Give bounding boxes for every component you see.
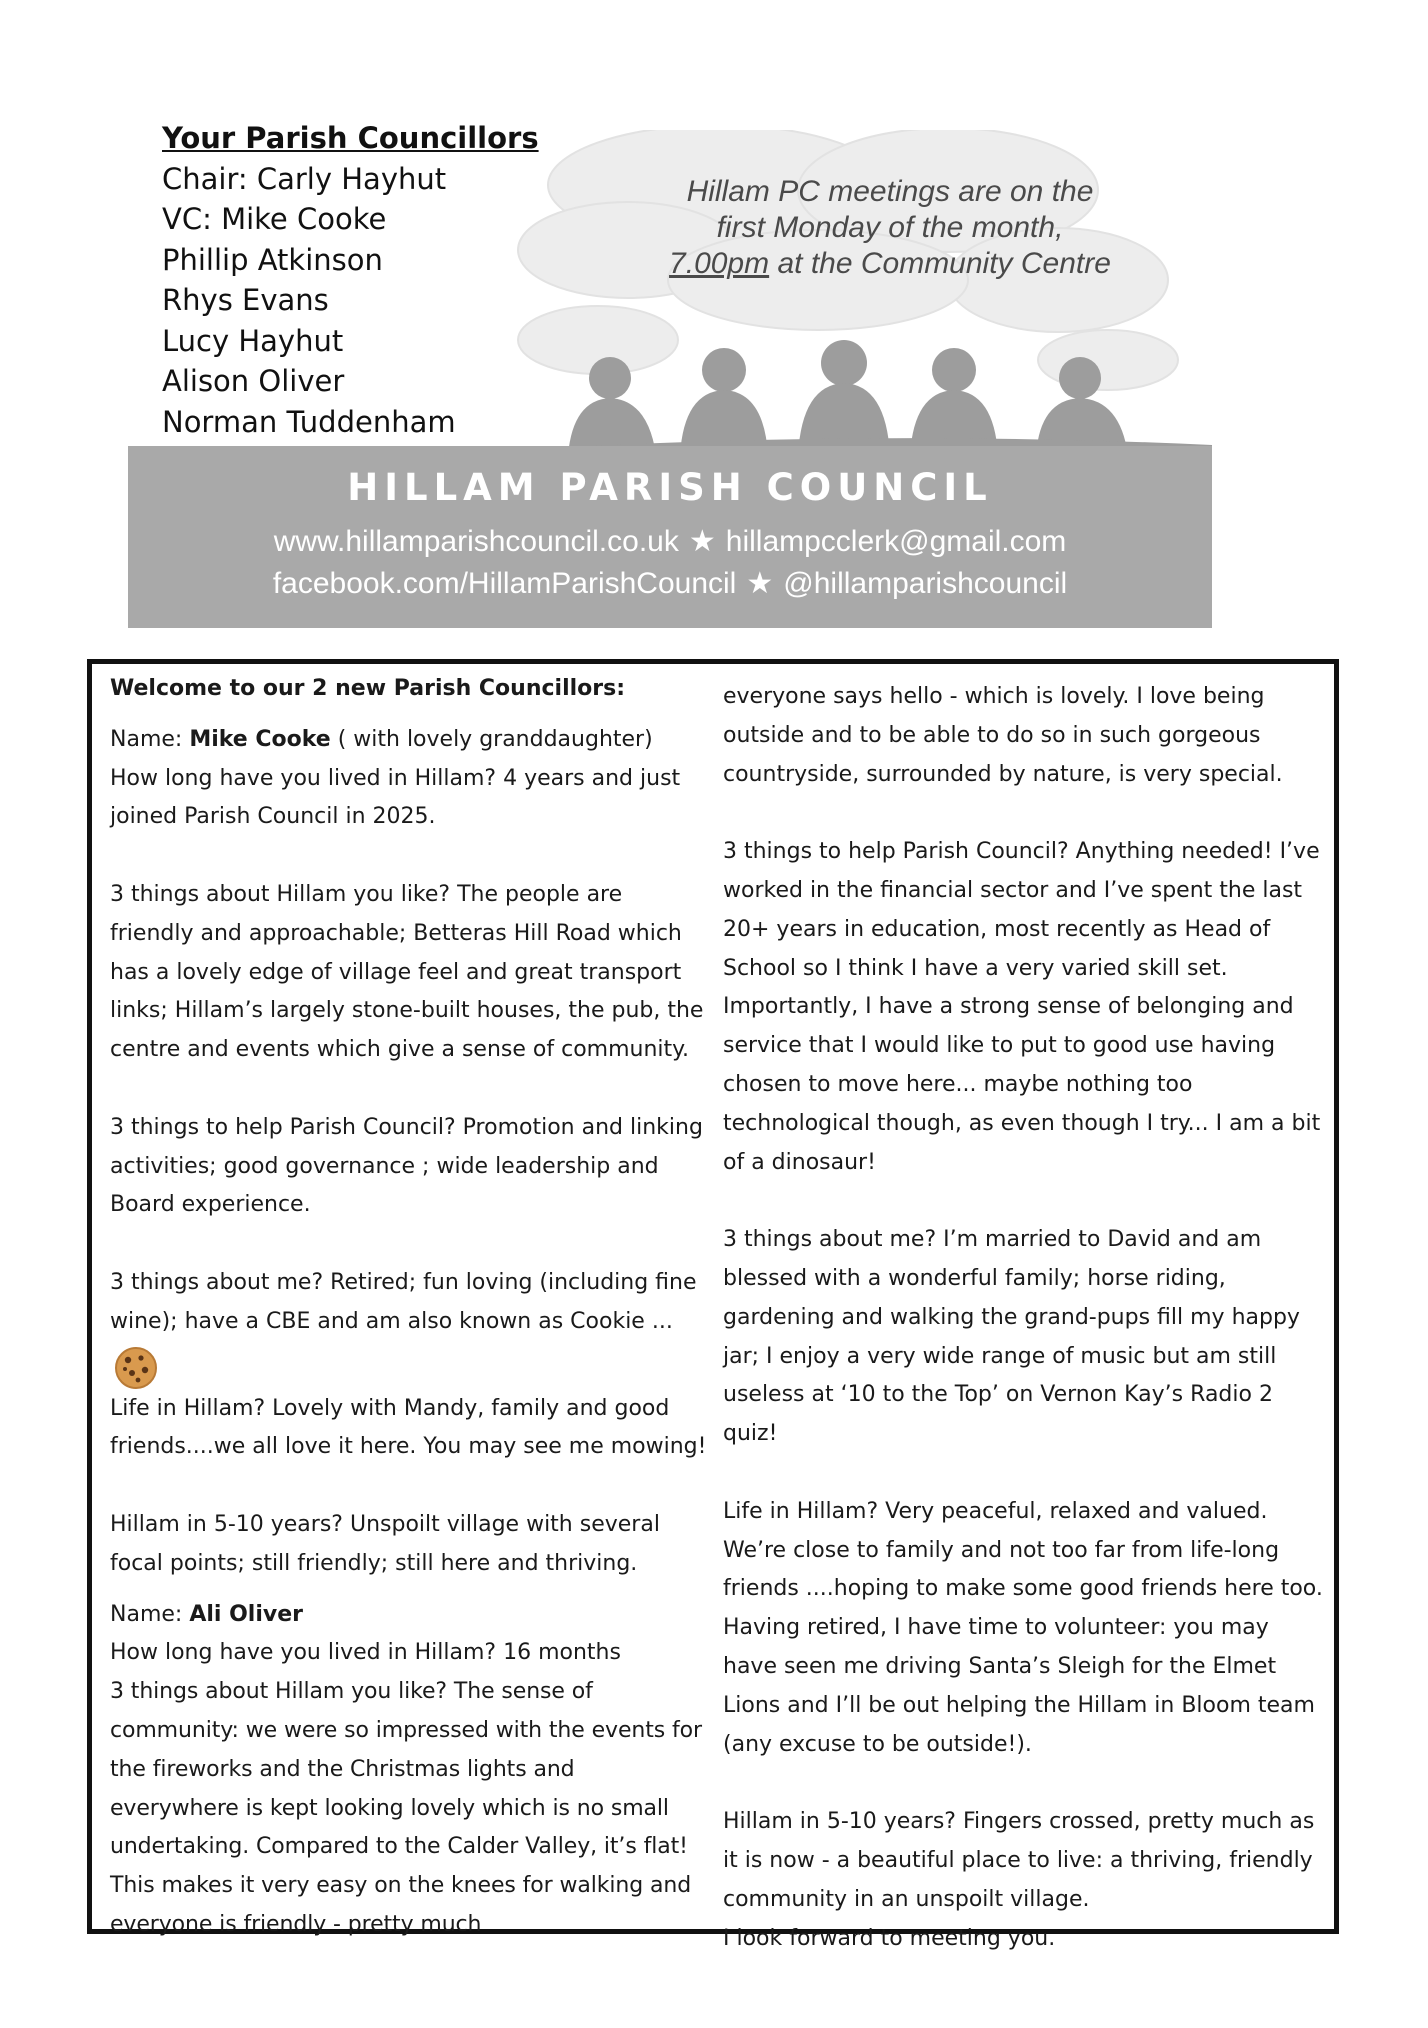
councillor-name: Chair: Carly Hayhut xyxy=(162,161,447,196)
contact-line-social xyxy=(128,566,1212,601)
councillors-list xyxy=(162,118,539,442)
name-label: Name: xyxy=(110,726,190,752)
mike-about: 3 things about me? Retired; fun loving (including fine wine); have a CBE and am also known as Cookie ... xyxy=(110,1269,697,1334)
mike-likes: 3 things about Hillam you like? The people are friendly and approachable; Betteras Hill Road which has a lovely edge of village feel and great transport links; Hillam’s largely stone-built houses, the pub, the centre and events which give a sense of community. xyxy=(110,881,704,1063)
star-icon: ★ xyxy=(746,567,774,600)
ali-likes-part2: everyone says hello - which is lovely. I love being outside and to be able to do so in such gorgeous countryside, surrounded by nature, is very special. xyxy=(723,684,1283,787)
facebook-link[interactable]: facebook.com/HillamParishCouncil xyxy=(272,567,737,600)
mike-future: Hillam in 5-10 years? Unspoilt village with several focal points; still friendly; still here and thriving. xyxy=(110,1511,660,1576)
councillor-name: Rhys Evans xyxy=(162,283,329,317)
article-left-column xyxy=(110,670,710,1945)
article-right-column xyxy=(723,678,1323,1958)
meeting-line xyxy=(620,246,1160,282)
councillor-name: Phillip Atkinson xyxy=(162,242,383,277)
social-handle[interactable]: @hillamparishcouncil xyxy=(783,567,1068,600)
mike-lived: How long have you lived in Hillam? 4 years and just joined Parish Council in 2025. xyxy=(110,765,681,830)
councillor-name: Norman Tuddenham xyxy=(162,404,456,439)
councillor-name: Lucy Hayhut xyxy=(162,323,344,358)
meeting-line: Hillam PC meetings are on the xyxy=(686,175,1094,208)
council-name: HILLAM PARISH COUNCIL xyxy=(347,466,993,509)
mike-name-line xyxy=(110,721,710,760)
mike-name: Mike Cooke xyxy=(189,726,331,752)
ali-name-line xyxy=(110,1596,710,1635)
ali-life: Life in Hillam? Very peaceful, relaxed and valued. We’re close to family and not too far from life-long friends ....hoping to make some good friends here too. Having retired, I have time to volunteer: you may have seen me driving Santa’s Sleigh for the Elmet Lions and I’ll be out helping the Hillam in Bloom team (any excuse to be outside!). xyxy=(723,1498,1323,1757)
ali-likes-part1: 3 things about Hillam you like? The sense of community: we were so impressed with the events for the fireworks and the Christmas lights and everywhere is kept looking lovely which is no small undertaking. Compared to the Calder Valley, it’s flat! This makes it very easy on the knees for walking and everyone is friendly - pretty much xyxy=(110,1679,702,1937)
cookie-icon xyxy=(114,1346,158,1390)
mike-name-suffix: ( with lovely granddaughter) xyxy=(330,726,653,752)
mike-help: 3 things to help Parish Council? Promotion and linking activities; good governance ; wide leadership and Board experience. xyxy=(110,1114,703,1218)
meeting-place: at the Community Centre xyxy=(769,247,1111,280)
ali-about: 3 things about me? I’m married to David and am blessed with a wonderful family; horse riding, gardening and walking the grand-pups fill my happy jar; I enjoy a very wide range of music but am still useless at ‘10 to the Top’ on Vernon Kay’s Radio 2 quiz! xyxy=(723,1227,1300,1447)
name-label: Name: xyxy=(110,1601,190,1627)
website-link[interactable]: www.hillamparishcouncil.co.uk xyxy=(273,525,679,558)
meeting-line: first Monday of the month, xyxy=(716,211,1064,244)
email-link[interactable]: hillampcclerk@gmail.com xyxy=(725,525,1067,558)
welcome-heading: Welcome to our 2 new Parish Councillors: xyxy=(110,676,626,701)
meeting-time: 7.00pm xyxy=(669,247,770,280)
ali-lived: How long have you lived in Hillam? 16 months xyxy=(110,1640,621,1666)
ali-closing: I look forward to meeting you. xyxy=(723,1925,1056,1951)
councillors-heading: Your Parish Councillors xyxy=(162,121,539,155)
ali-future: Hillam in 5-10 years? Fingers crossed, pretty much as it is now - a beautiful place to live: a thriving, friendly community in an unspoilt village. xyxy=(723,1809,1315,1912)
star-icon: ★ xyxy=(688,525,716,558)
mike-life: Life in Hillam? Lovely with Mandy, family and good friends....we all love it here. You may see me mowing! xyxy=(110,1395,707,1460)
contact-line-web xyxy=(128,524,1212,559)
councillor-name: Alison Oliver xyxy=(162,364,345,398)
meeting-notice xyxy=(620,174,1160,282)
ali-name: Ali Oliver xyxy=(189,1601,303,1627)
councillor-name: VC: Mike Cooke xyxy=(162,202,387,236)
ali-help: 3 things to help Parish Council? Anything needed! I’ve worked in the financial sector and I’ve spent the last 20+ years in education, most recently as Head of School so I think I have a very varied skill set. Importantly, I have a strong sense of belonging and service that I would like to put to good use having chosen to move here... maybe nothing too technological though, as even though I try... I am a bit of a dinosaur! xyxy=(723,839,1321,1175)
